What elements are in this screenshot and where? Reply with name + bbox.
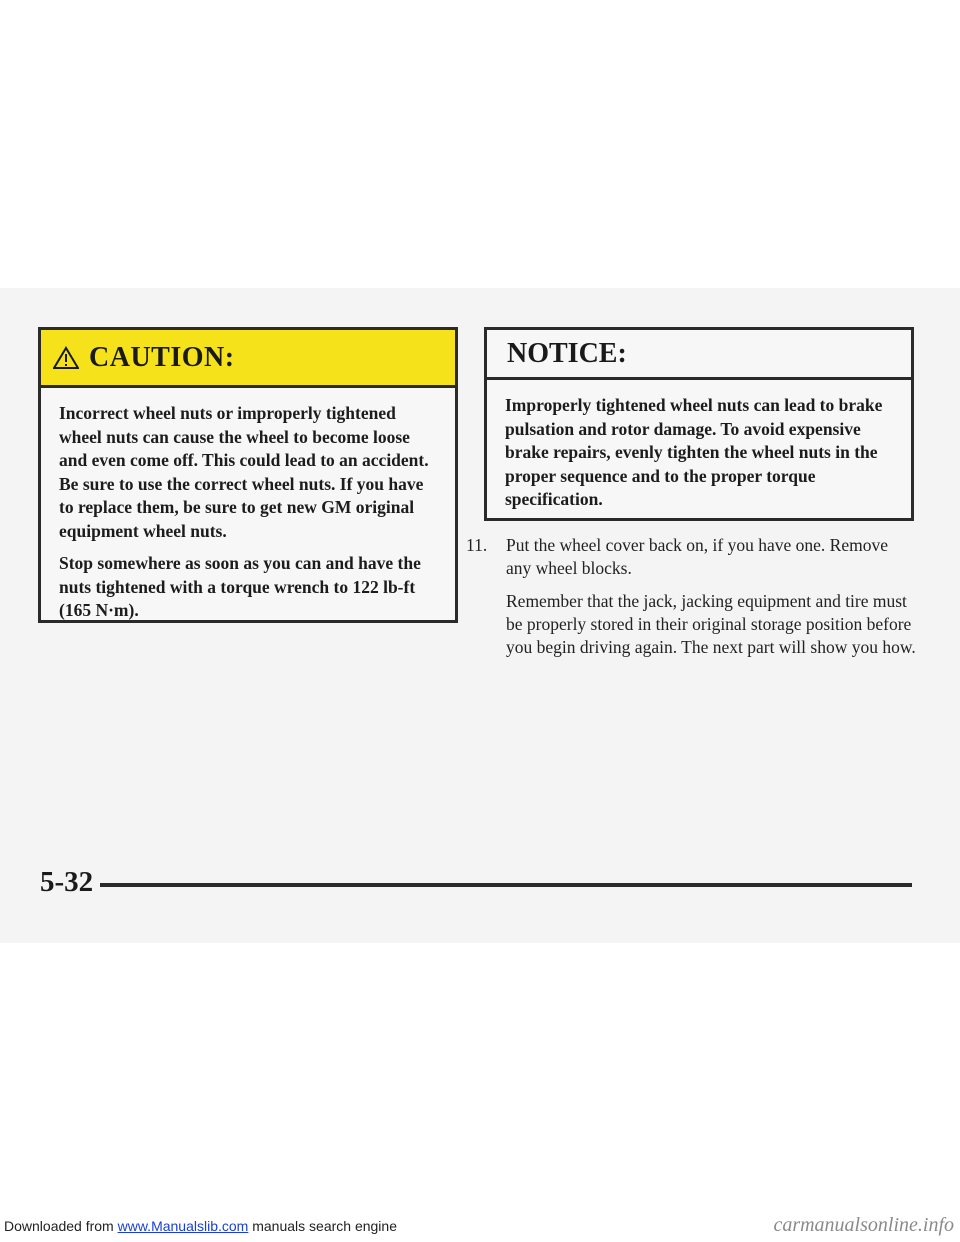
footer-prefix: Downloaded from [4,1218,118,1234]
caution-paragraph: Stop somewhere as soon as you can and have the nuts tightened with a torque wrench to 122 lb-ft (165 N·m). [59,553,421,620]
caution-title: CAUTION: [89,341,235,373]
caution-header [41,330,455,388]
page-number: 5-32 [40,866,94,898]
warning-triangle-icon [53,346,79,370]
caution-paragraph: Incorrect wheel nuts or improperly tightened wheel nuts can cause the wheel to become loose and even come off. This could lead to an accident. Be sure to use the correct wheel nuts. If you have to replace them, be sure to get new GM original equipment wheel nuts. [59,403,429,541]
page-rule [100,883,912,887]
step-11 [466,534,916,667]
step-number: 11. [466,535,488,555]
notice-title: NOTICE: [507,337,627,369]
notice-paragraph: Improperly tightened wheel nuts can lead to brake pulsation and rotor damage. To avoid expensive brake repairs, evenly tighten the wheel nuts in the proper sequence and to the proper torque specification. [505,395,883,509]
watermark: carmanualsonline.info [773,1214,954,1236]
manualslib-link[interactable]: www.Manualslib.com [117,1218,249,1234]
step-followup: Remember that the jack, jacking equipment and tire must be properly stored in their original storage position before you begin driving again. The next part will show you how. [506,591,916,657]
step-text: Put the wheel cover back on, if you have one. Remove any wheel blocks. [506,535,888,578]
notice-header [487,330,911,380]
notice-box [484,327,914,521]
caution-box [38,327,458,623]
footer-suffix: manuals search engine [248,1218,397,1234]
footer [4,1218,397,1234]
